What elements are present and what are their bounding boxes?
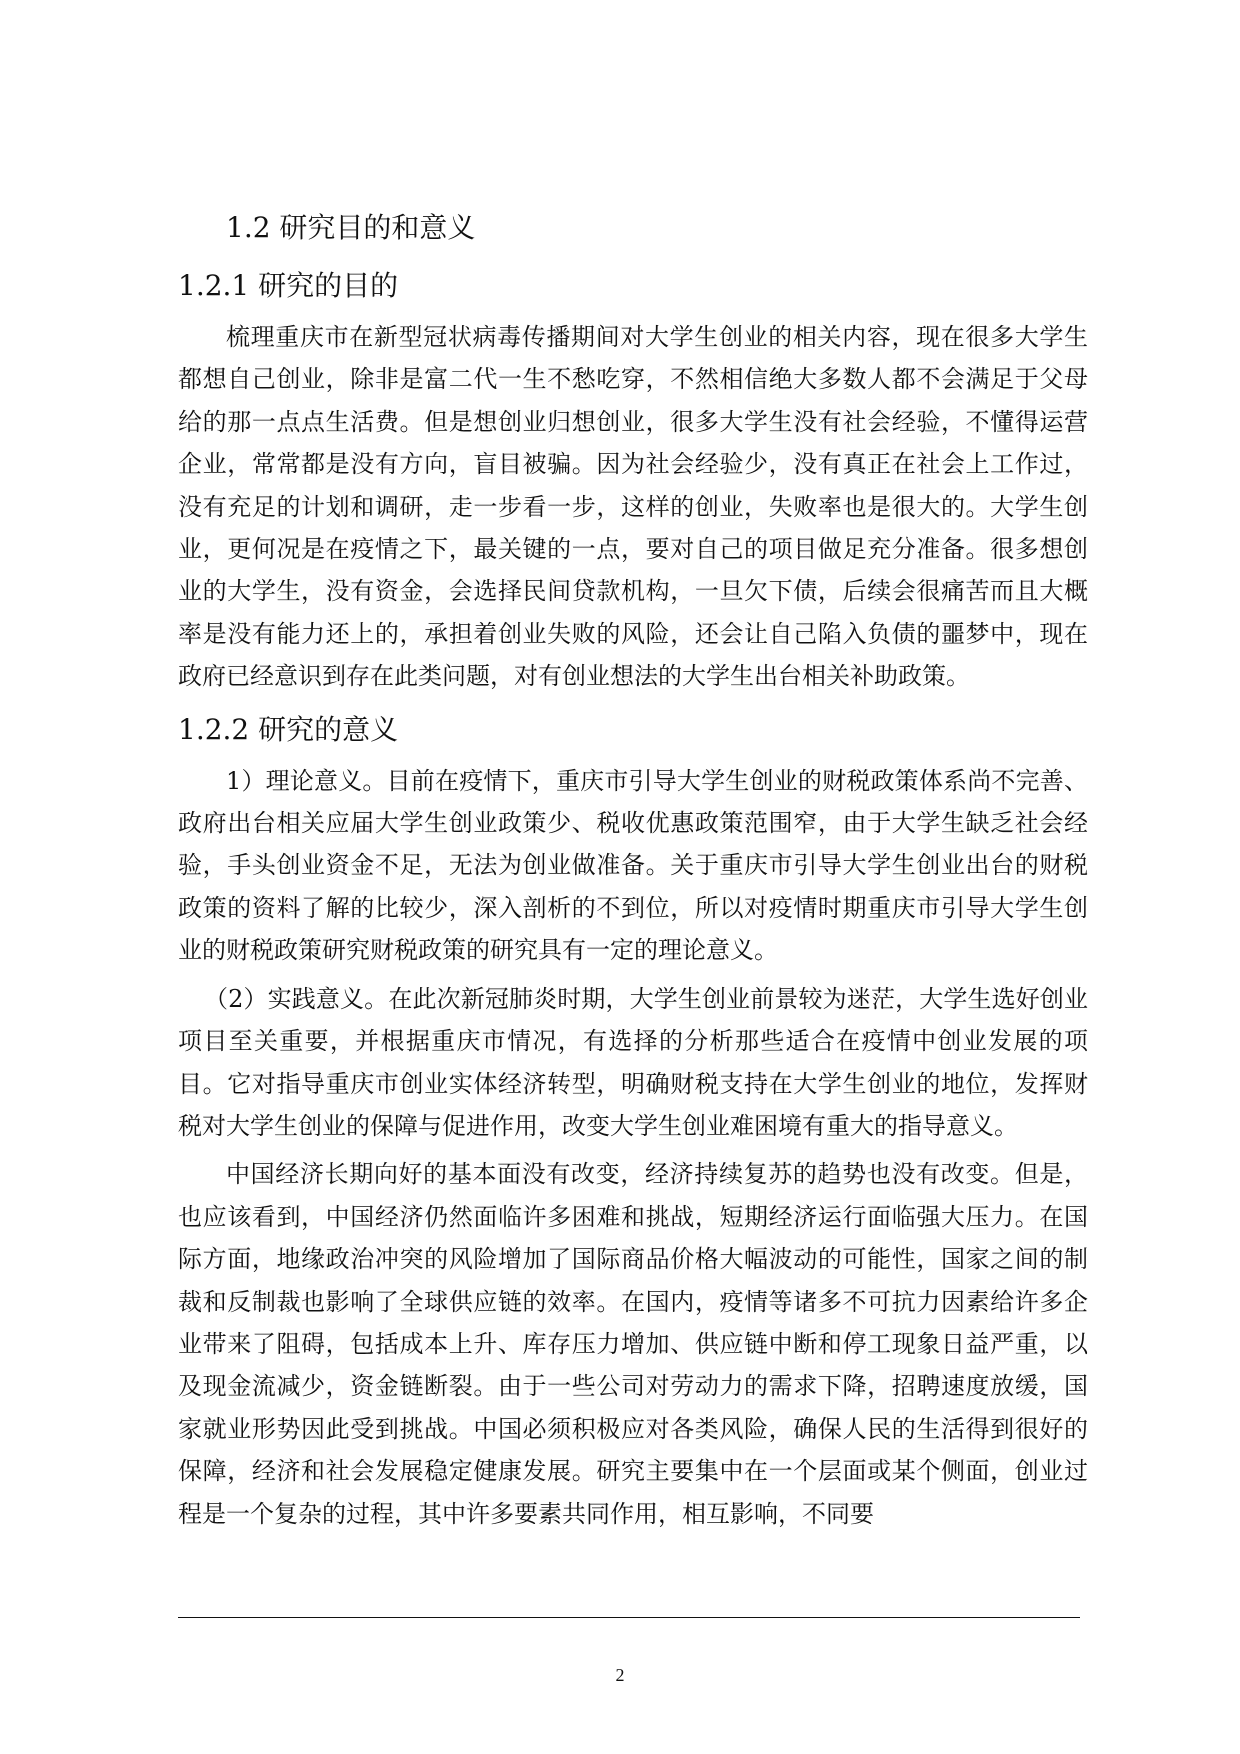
subsection-title-significance: 1.2.2 研究的意义 [178, 712, 399, 746]
section-title: 1.2 研究目的和意义 [226, 211, 476, 244]
subsection-title-purpose: 1.2.1 研究的目的 [178, 269, 399, 302]
page-number: 2 [615, 1665, 625, 1685]
footer-rule [178, 1617, 1080, 1618]
section-spacer [178, 698, 1088, 710]
purpose-paragraph: 梳理重庆市在新型冠状病毒传播期间对大学生创业的相关内容，现在很多大学生都想自己创业，除非是富二代一生不愁吃穿，不然相信绝大多数人都不会满足于父母给的那一点点生活费。但是想创业归想创业，很多大学生没有社会经验，不懂得运营企业，常常都是没有方向，盲目被骗。因为社会经验少，没有真正在社会上工作过，没有充足的计划和调研，走一步看一步，这样的创业，失败率也是很大的。大学生创业，更何况是在疫情之下，最关键的一点，要对自己的项目做足充分准备。很多想创业的大学生，没有资金，会选择民间贷款机构，一旦欠下债，后续会很痛苦而且大概率是没有能力还上的，承担着创业失败的风险，还会让自己陷入负债的噩梦中，现在政府已经意识到存在此类问题，对有创业想法的大学生出台相关补助政策。 [178, 323, 1088, 691]
theoretical-significance-paragraph: 1）理论意义。目前在疫情下，重庆市引导大学生创业的财税政策体系尚不完善、政府出台相关应届大学生创业政策少、税收优惠政策范围窄，由于大学生缺乏社会经验，手头创业资金不足，无法为创业做准备。关于重庆市引导大学生创业出台的财税政策的资料了解的比较少，深入剖析的不到位，所以对疫情时期重庆市引导大学生创业的财税政策研究财税政策的研究具有一定的理论意义。 [178, 766, 1088, 965]
economic-context-paragraph: 中国经济长期向好的基本面没有改变，经济持续复苏的趋势也没有改变。但是，也应该看到，中国经济仍然面临许多困难和挑战，短期经济运行面临强大压力。在国际方面，地缘政治冲突的风险增加了国际商品价格大幅波动的可能性，国家之间的制裁和反制裁也影响了全球供应链的效率。在国内，疫情等诸多不可抗力因素给许多企业带来了阻碍，包括成本上升、库存压力增加、供应链中断和停工现象日益严重，以及现金流减少，资金链断裂。由于一些公司对劳动力的需求下降，招聘速度放缓，国家就业形势因此受到挑战。中国必须积极应对各类风险，确保人民的生活得到很好的保障，经济和社会发展稳定健康发展。研究主要集中在一个层面或某个侧面，创业过程是一个复杂的过程，其中许多要素共同作用，相互影响，不同要 [178, 1160, 1088, 1528]
practical-significance-paragraph: （2）实践意义。在此次新冠肺炎时期，大学生创业前景较为迷茫，大学生选好创业项目至关重要，并根据重庆市情况，有选择的分析那些适合在疫情中创业发展的项目。它对指导重庆市创业实体经济转型，明确财税支持在大学生创业的地位，发挥财税对大学生创业的保障与促进作用，改变大学生创业难困境有重大的指导意义。 [178, 984, 1088, 1140]
document-content [178, 208, 1088, 1535]
